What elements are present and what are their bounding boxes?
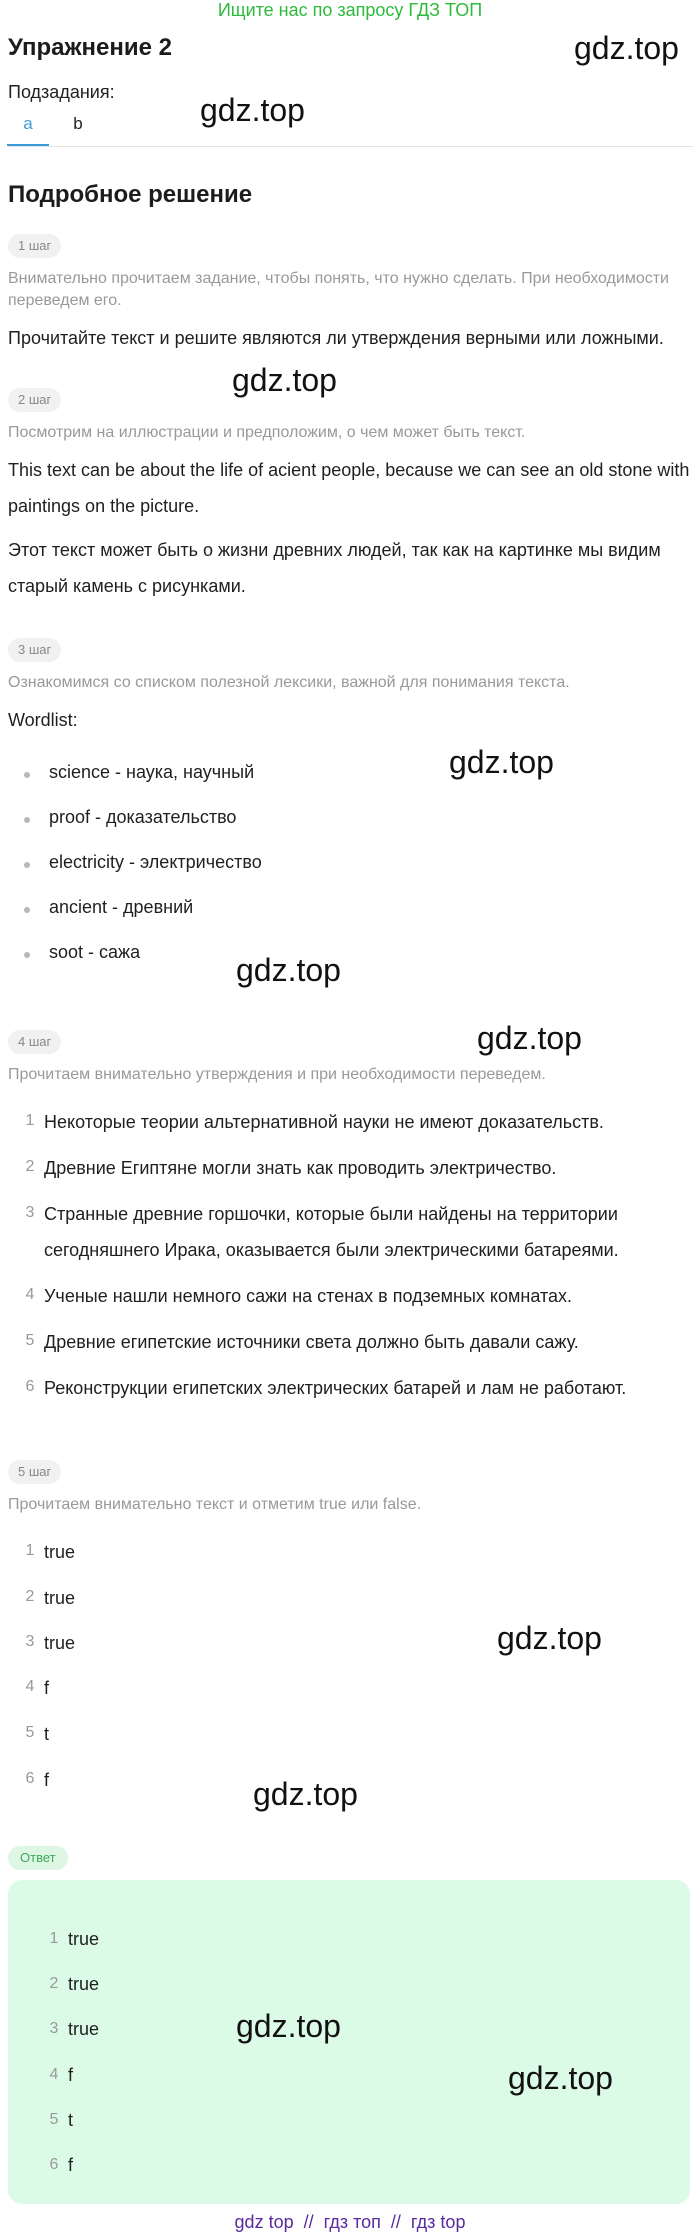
answer-badge: Ответ xyxy=(8,1846,68,1870)
answer-value: true xyxy=(68,1974,100,1994)
list-number: 4 xyxy=(25,1286,35,1303)
list-number: 6 xyxy=(25,1378,35,1395)
answer-item: f xyxy=(44,1678,50,1698)
step-badge: 2 шаг xyxy=(8,388,61,412)
search-banner: Ищите нас по запросу ГДЗ ТОП xyxy=(217,0,483,20)
subtasks-label: Подзадания: xyxy=(8,82,115,102)
answer-item: t xyxy=(44,1724,50,1744)
list-number: 1 xyxy=(25,1542,35,1559)
step-text-ru: Этот текст может быть о жизни древних людей, так как на картинке мы видим старый камень с рисунками. xyxy=(8,540,661,596)
solution-heading: Подробное решение xyxy=(8,181,253,208)
watermark: gdz.top xyxy=(200,92,305,128)
statement-item: Некоторые теории альтернативной науки не имеют доказательств. xyxy=(44,1112,604,1132)
statement-item: Древние египетские источники света должно быть давали сажу. xyxy=(44,1332,579,1352)
watermark: gdz.top xyxy=(574,30,679,66)
step-badge: 1 шаг xyxy=(8,234,61,258)
wordlist-item: soot - сажа xyxy=(49,942,141,962)
bullet-icon xyxy=(24,862,30,868)
step-badge: 5 шаг xyxy=(8,1460,61,1484)
list-number: 5 xyxy=(25,1724,35,1741)
page-title: Упражнение 2 xyxy=(8,34,172,61)
watermark: gdz.top xyxy=(236,952,341,988)
bullet-icon xyxy=(24,817,30,823)
answer-value: t xyxy=(68,2110,74,2130)
wordlist-item: ancient - древний xyxy=(49,897,194,917)
watermark: gdz.top xyxy=(497,1620,602,1656)
bullet-icon xyxy=(24,772,30,778)
watermark: gdz.top xyxy=(477,1020,582,1056)
statement-item: Ученые нашли немного сажи на стенах в подземных комнатах. xyxy=(44,1286,573,1306)
answer-item: true xyxy=(44,1633,76,1653)
step-hint: Прочитаем внимательно текст и отметим true или false. xyxy=(8,1496,422,1513)
answer-value: true xyxy=(68,1929,100,1949)
wordlist-label: Wordlist: xyxy=(8,710,78,730)
answer-item: true xyxy=(44,1542,76,1562)
watermark: gdz.top xyxy=(508,2060,613,2096)
wordlist-item: electricity - электричество xyxy=(49,852,262,872)
bullet-icon xyxy=(24,952,30,958)
answer-box xyxy=(8,1880,690,2204)
step-badge: 4 шаг xyxy=(8,1030,61,1054)
watermark: gdz.top xyxy=(232,362,337,398)
list-number: 3 xyxy=(25,1204,35,1221)
step-hint: Ознакомимся со списком полезной лексики, важной для понимания текста. xyxy=(8,674,570,691)
list-number: 6 xyxy=(25,1770,35,1787)
answer-number: 2 xyxy=(49,1975,59,1992)
wordlist-item: science - наука, научный xyxy=(49,762,255,782)
list-number: 2 xyxy=(25,1588,35,1605)
step-text: Прочитайте текст и решите являются ли утверждения верными или ложными. xyxy=(8,328,664,348)
statement-item: Реконструкции египетских электрических батарей и лам не работают. xyxy=(44,1378,627,1398)
answer-value: f xyxy=(68,2155,74,2175)
answer-number: 3 xyxy=(49,2020,59,2037)
answer-number: 4 xyxy=(49,2066,59,2083)
wordlist-item: proof - доказательство xyxy=(49,807,237,827)
footer-links[interactable]: gdz top // гдз топ // гдз top xyxy=(234,2212,466,2232)
list-number: 5 xyxy=(25,1332,35,1349)
list-number: 4 xyxy=(25,1678,35,1695)
step-badge: 3 шаг xyxy=(8,638,61,662)
list-number: 1 xyxy=(25,1112,35,1129)
step-text-en: This text can be about the life of acient people, because we can see an old stone with paintings on the picture. xyxy=(8,460,690,516)
bullet-icon xyxy=(24,907,30,913)
step-hint: Внимательно прочитаем задание, чтобы понять, что нужно сделать. При необходимости переведем его. xyxy=(8,270,669,309)
answer-number: 1 xyxy=(49,1930,59,1947)
answer-number: 6 xyxy=(49,2156,59,2173)
answer-value: true xyxy=(68,2019,100,2039)
answer-item: true xyxy=(44,1588,76,1608)
tab-a[interactable]: a xyxy=(23,114,33,133)
step-hint: Прочитаем внимательно утверждения и при необходимости переведем. xyxy=(8,1066,546,1083)
answer-item: f xyxy=(44,1770,50,1790)
tabs-divider xyxy=(8,146,693,147)
answer-number: 5 xyxy=(49,2111,59,2128)
step-hint: Посмотрим на иллюстрации и предположим, о чем может быть текст. xyxy=(8,424,526,441)
watermark: gdz.top xyxy=(449,744,554,780)
tab-b[interactable]: b xyxy=(73,114,83,133)
list-number: 3 xyxy=(25,1633,35,1650)
statement-item: Древние Египтяне могли знать как проводить электричество. xyxy=(44,1158,557,1178)
watermark: gdz.top xyxy=(236,2008,341,2044)
list-number: 2 xyxy=(25,1158,35,1175)
active-tab-indicator xyxy=(7,144,49,146)
statement-item: Странные древние горшочки, которые были найдены на территории сегодняшнего Ирака, оказывается были электрическими батареями. xyxy=(44,1204,619,1260)
watermark: gdz.top xyxy=(253,1776,358,1812)
answer-value: f xyxy=(68,2065,74,2085)
